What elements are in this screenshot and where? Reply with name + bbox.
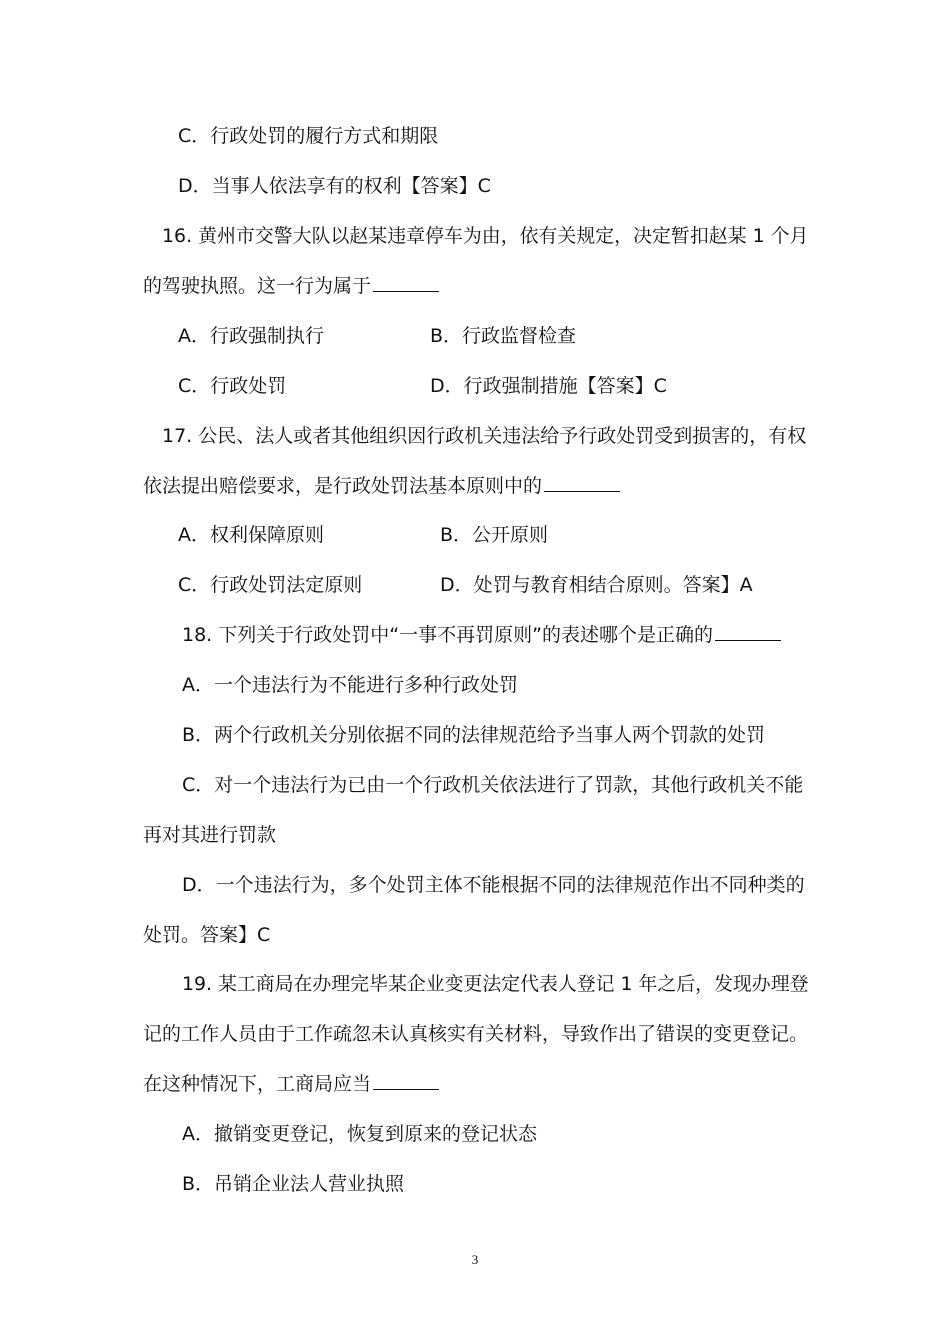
q17-stem-line1: 17. 公民、法人或者其他组织因行政机关违法给予行政处罚受到损害的，有权 [162, 425, 807, 447]
q17-option-d: D．处罚与教育相结合原则。答案】A [440, 574, 753, 596]
q16-option-a: A．行政强制执行 [178, 325, 324, 347]
q17-option-a: A．权利保障原则 [178, 524, 324, 546]
page-number: 3 [471, 1252, 479, 1267]
q18-stem-text: 18. 下列关于行政处罚中“一事不再罚原则”的表述哪个是正确的 [182, 624, 713, 646]
q16-stem-text: 的驾驶执照。这一行为属于 [143, 275, 372, 297]
q16-option-b: B．行政监督检查 [430, 325, 577, 347]
q17-stem-line2 [143, 473, 620, 499]
q19-stem-line3 [143, 1071, 439, 1097]
q16-option-c: C．行政处罚 [178, 375, 287, 397]
q17-option-c: C．行政处罚法定原则 [178, 574, 363, 596]
q17-option-b: B．公开原则 [440, 524, 549, 546]
q15-option-c: C．行政处罚的履行方式和期限 [178, 125, 439, 147]
q16-stem-line2 [143, 273, 439, 299]
q16-stem-line1: 16. 黄州市交警大队以赵某违章停车为由，依有关规定，决定暂扣赵某 1 个月 [162, 225, 809, 247]
answer-blank [715, 622, 781, 641]
q16-option-d: D．行政强制措施【答案】C [430, 375, 667, 397]
answer-blank [544, 473, 620, 492]
answer-blank [373, 1071, 439, 1090]
q19-stem-line2: 记的工作人员由于工作疏忽未认真核实有关材料，导致作出了错误的变更登记。 [143, 1023, 809, 1045]
q18-option-a: A．一个违法行为不能进行多种行政处罚 [182, 674, 518, 696]
q19-stem-line1: 19. 某工商局在办理完毕某企业变更法定代表人登记 1 年之后，发现办理登 [182, 973, 809, 995]
q19-option-b: B．吊销企业法人营业执照 [182, 1173, 405, 1195]
q19-option-a: A．撤销变更登记，恢复到原来的登记状态 [182, 1123, 537, 1145]
q18-option-c-line1: C．对一个违法行为已由一个行政机关依法进行了罚款，其他行政机关不能 [182, 774, 804, 796]
q18-option-c-line2: 再对其进行罚款 [143, 824, 277, 846]
q19-stem-text: 在这种情况下，工商局应当 [143, 1073, 372, 1095]
q18-stem-line1 [182, 622, 781, 648]
q17-stem-text: 依法提出赔偿要求，是行政处罚法基本原则中的 [143, 475, 543, 497]
q18-option-d-line2: 处罚。答案】C [143, 924, 271, 946]
q15-option-d: D．当事人依法享有的权利【答案】C [178, 175, 491, 197]
answer-blank [373, 273, 439, 292]
q18-option-d-line1: D．一个违法行为，多个处罚主体不能根据不同的法律规范作出不同种类的 [182, 874, 805, 896]
q18-option-b: B．两个行政机关分别依据不同的法律规范给予当事人两个罚款的处罚 [182, 724, 766, 746]
